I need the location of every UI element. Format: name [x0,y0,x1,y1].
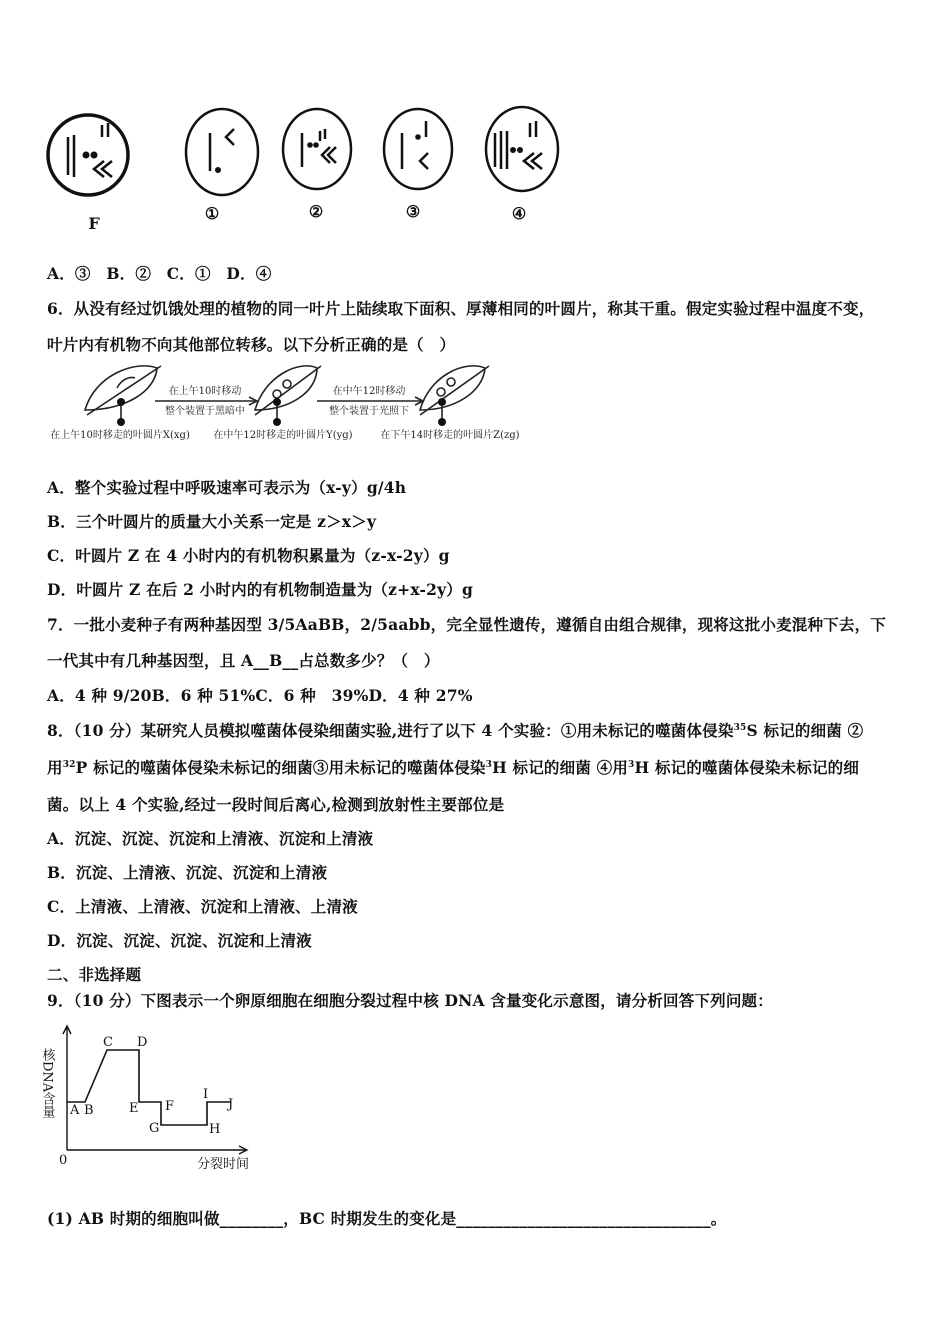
q8-stem-line2: 用$^{32}$P 标记的噬菌体侵染未标记的细菌③用未标记的噬菌体侵染$^3$H 标记的细菌 ④用$^3$H 标记的噬菌体侵染未标记的细 [47,758,860,777]
q8-option-b: B．沉淀、上清液、沉淀、沉淀和上清液 [47,863,328,882]
svg-text:G: G [149,1121,160,1136]
section-title: 二、非选择题 [47,965,142,984]
q6-stem-line1: 6．从没有经过饥饿处理的植物的同一叶片上陆续取下面积、厚薄相同的叶圆片，称其干重。假定实验过程中温度不变， [47,299,875,318]
chromosome-figure [40,95,570,240]
label-f: F [88,214,100,233]
svg-text:在上午10时移动: 在上午10时移动 [168,386,242,397]
label-1: ① [204,204,220,223]
q9-stem: 9．（10 分）下图表示一个卵原细胞在细胞分裂过程中核 DNA 含量变化示意图，请分析回答下列问题： [47,991,773,1010]
svg-text:J: J [228,1097,234,1112]
svg-text:0: 0 [59,1153,68,1168]
q6-option-d: D．叶圆片 Z 在后 2 小时内的有机物制造量为（z+x-2y）g [47,580,474,599]
q8-option-c: C．上清液、上清液、沉淀和上清液、上清液 [47,897,358,916]
y-axis-label: 核DNA含量 [39,1048,55,1119]
svg-text:I: I [203,1087,209,1102]
dna-graph [39,1022,270,1177]
q5-options: A．③ B．② C．① D．④ [47,264,272,283]
q6-option-a: A．整个实验过程中呼吸速率可表示为（x-y）g/4h [47,478,407,497]
q6-stem-line2: 叶片内有机物不向其他部位转移。以下分析正确的是（ ） [47,335,456,354]
q6-option-b: B．三个叶圆片的质量大小关系一定是 z＞x＞y [47,512,377,531]
q7-stem-line2: 一代其中有几种基因型，且 A__B__占总数多少？（ ） [47,651,440,670]
label-2: ② [308,202,324,221]
q9-sub1: (1) AB 时期的细胞叫做________，BC 时期发生的变化是________________________________。 [47,1209,727,1228]
cell-3 [384,109,452,189]
svg-text:D: D [137,1035,148,1050]
q7-stem-line1: 7．一批小麦种子有两种基因型 3/5AaBB，2/5aabb，完全显性遗传，遵循自由组合规律，现将这批小麦混种下去，下 [47,615,886,634]
svg-text:C: C [103,1035,113,1050]
svg-text:B: B [84,1103,94,1118]
q7-options: A．4 种 9/20B．6 种 51%C．6 种 39%D．4 种 27% [47,686,473,705]
cell-2 [283,109,351,189]
cell-1 [186,109,258,195]
svg-text:在中午12时移动: 在中午12时移动 [332,386,406,397]
svg-text:在上午10时移走的叶圆片X(xg): 在上午10时移走的叶圆片X(xg) [50,430,190,441]
svg-text:整个装置于黑暗中: 整个装置于黑暗中 [165,406,245,417]
leaf-disc-figure [45,360,525,445]
svg-text:在下午14时移走的叶圆片Z(zg): 在下午14时移走的叶圆片Z(zg) [380,430,520,441]
svg-text:F: F [165,1099,175,1114]
q8-stem-line3: 菌。以上 4 个实验,经过一段时间后离心,检测到放射性主要部位是 [47,795,505,814]
svg-text:在中午12时移走的叶圆片Y(yg): 在中午12时移走的叶圆片Y(yg) [213,430,353,441]
q8-stem-line1: 8．（10 分）某研究人员模拟噬菌体侵染细菌实验,进行了以下 4 个实验：①用未标记的噬菌体侵染$^{35}$S 标记的细菌 ② [47,721,864,740]
svg-text:整个装置于光照下: 整个装置于光照下 [329,406,409,417]
label-3: ③ [405,202,421,221]
label-4: ④ [511,204,527,223]
q6-option-c: C．叶圆片 Z 在 4 小时内的有机物积累量为（z-x-2y）g [47,546,450,565]
q8-option-a: A．沉淀、沉淀、沉淀和上清液、沉淀和上清液 [47,829,374,848]
leaf-3 [420,366,485,410]
svg-text:H: H [209,1122,221,1137]
svg-text:E: E [129,1101,139,1116]
x-axis-label: 分裂时间 [197,1157,250,1172]
q8-option-d: D．沉淀、沉淀、沉淀、沉淀和上清液 [47,931,312,950]
svg-text:A: A [70,1103,80,1118]
